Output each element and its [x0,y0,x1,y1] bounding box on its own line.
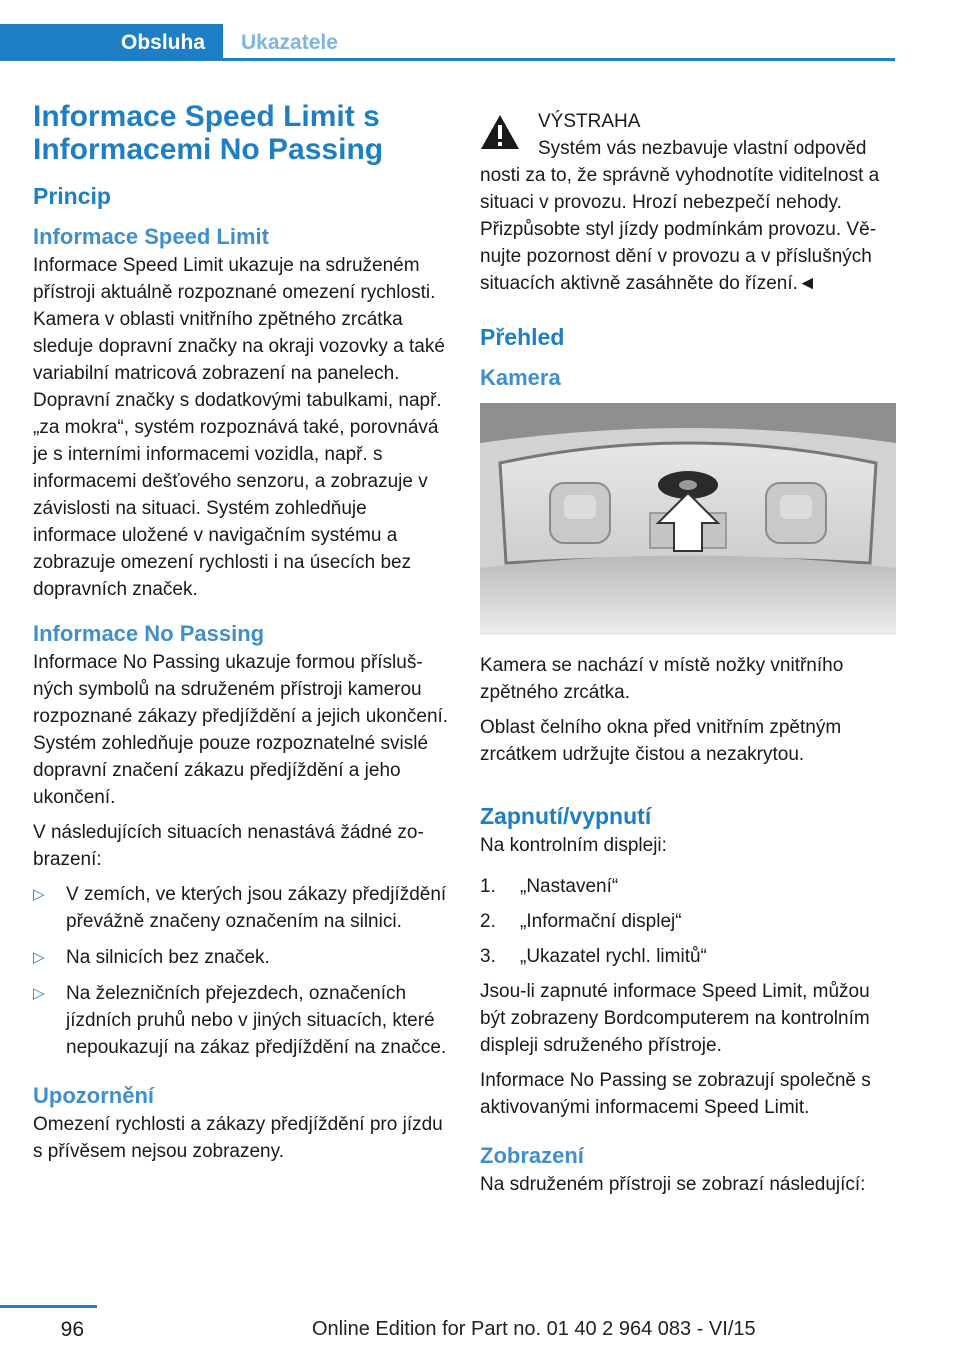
warning-box [480,108,896,297]
warning-text: nosti za to, že správně vyhodnotíte viditelnost a situaci v provozu. Hrozí nebezpečí nehody. Přizpůsobte styl jízdy podmínkám provozu. Věnujte pozornost dění v provozu a v příslušných situacích aktivně zasáhněte do řízení.◄ [480,165,880,294]
paragraph-control-display: Na kontrolním displeji: [480,835,667,856]
heading-on-off: Zapnutí/vypnutí [480,803,652,829]
page-title: Informace Speed Limit s Informacemi No Passing [33,100,384,166]
list-item: ▷ V zemích, ve kterých jsou zákazy předjíždění převážně značeny označením na silnici. [33,881,449,935]
warning-triangle-icon [480,114,520,150]
steps-list [480,873,896,970]
paragraph-situations: V následujících situacích nenastává žádné zobrazení: [33,822,424,870]
list-item: 3. „Ukazatel rychl. limitů“ [480,946,707,967]
paragraph-camera-clean: Oblast čelního okna před vnitřním zpětným zrcátkem udržujte čistou a nezakrytou. [480,717,842,765]
warning-first-line: Systém vás nezbavuje vlastní odpověd [538,138,867,159]
subheading-speed-limit: Informace Speed Limit [33,224,269,249]
paragraph-camera-location: Kamera se nachází v místě nožky vnitřního zpětného zrcátka. [480,655,844,703]
bullet-list [33,881,449,1061]
subheading-kamera: Kamera [480,365,561,390]
subheading-display: Zobrazení [480,1143,584,1168]
list-item: ▷ Na silnicích bez značek. [33,944,449,971]
edition-footer: Online Edition for Part no. 01 40 2 964 083 - VI/15 [312,1318,756,1340]
right-column [480,104,896,1206]
paragraph-speed-limit: Informace Speed Limit ukazuje na sdruženém přístroji aktuálně rozpoznané omezení rychlosti. Kamera v oblasti vnitřního zpětného zrcátka sleduje dopravní značky na okraji vozovky a také variabilní matricová zobrazení na panelech. Dopravní značky s dodatkovými tabulkami, např. „za mokra“, systém rozpoznává také, porovnává je s interními informacemi vozidla, např. s informacemi dešťového senzoru, a zobrazuje v závislosti na situaci. Systém zohledňuje informace uložené v navigačním systému a zobrazuje omezení rychlosti i na úsecích bez dopravních značek. [33,255,445,600]
paragraph-no-passing-on: Informace No Passing se zobrazují společně s aktivovanými informacemi Speed Limit. [480,1070,871,1118]
list-item: 2. „Informační displej“ [480,911,682,932]
paragraph-display: Na sdruženém přístroji se zobrazí následující: [480,1174,866,1195]
page-number: 96 [60,1318,84,1341]
paragraph-no-passing: Informace No Passing ukazuje formou příslušných symbolů na sdruženém přístroji kamerou rozpoznané zákazy předjíždění a jejich ukončení. Systém zohledňuje pouze rozpoznatelné svislé dopravní značení zákazu předjíždění a jeho ukončení. [33,652,449,808]
list-item: ▷ Na železničních přejezdech, označeních jízdních pruhů nebo v jiných situacích, které nepoukazují na zákaz předjíždění na značce. [33,980,449,1061]
tab-underline [223,58,895,61]
warning-title: VÝSTRAHA [538,111,641,132]
heading-princip: Princip [33,183,111,209]
heading-prehled: Přehled [480,324,565,350]
footer-line [0,1305,97,1308]
paragraph-speed-on: Jsou-li zapnuté informace Speed Limit, můžou být zobrazeny Bordcomputerem na kontrolním displeji sdruženého přístroje. [480,981,870,1056]
subheading-note: Upozornění [33,1083,154,1108]
camera-location-image [480,403,896,635]
subheading-no-passing: Informace No Passing [33,621,265,646]
triangle-bullet-icon: ▷ [33,886,45,903]
paragraph-note: Omezení rychlosti a zákazy předjíždění pro jízdu s přívěsem nejsou zobrazeny. [33,1114,443,1162]
triangle-bullet-icon: ▷ [33,985,45,1002]
left-column [33,100,449,1173]
list-item: 1. „Nastavení“ [480,876,619,897]
tab-ukazatele[interactable]: Ukazatele [223,24,895,61]
tab-obsluha[interactable]: Obsluha [0,24,223,61]
header-tabbar [0,24,895,61]
triangle-bullet-icon: ▷ [33,949,45,966]
